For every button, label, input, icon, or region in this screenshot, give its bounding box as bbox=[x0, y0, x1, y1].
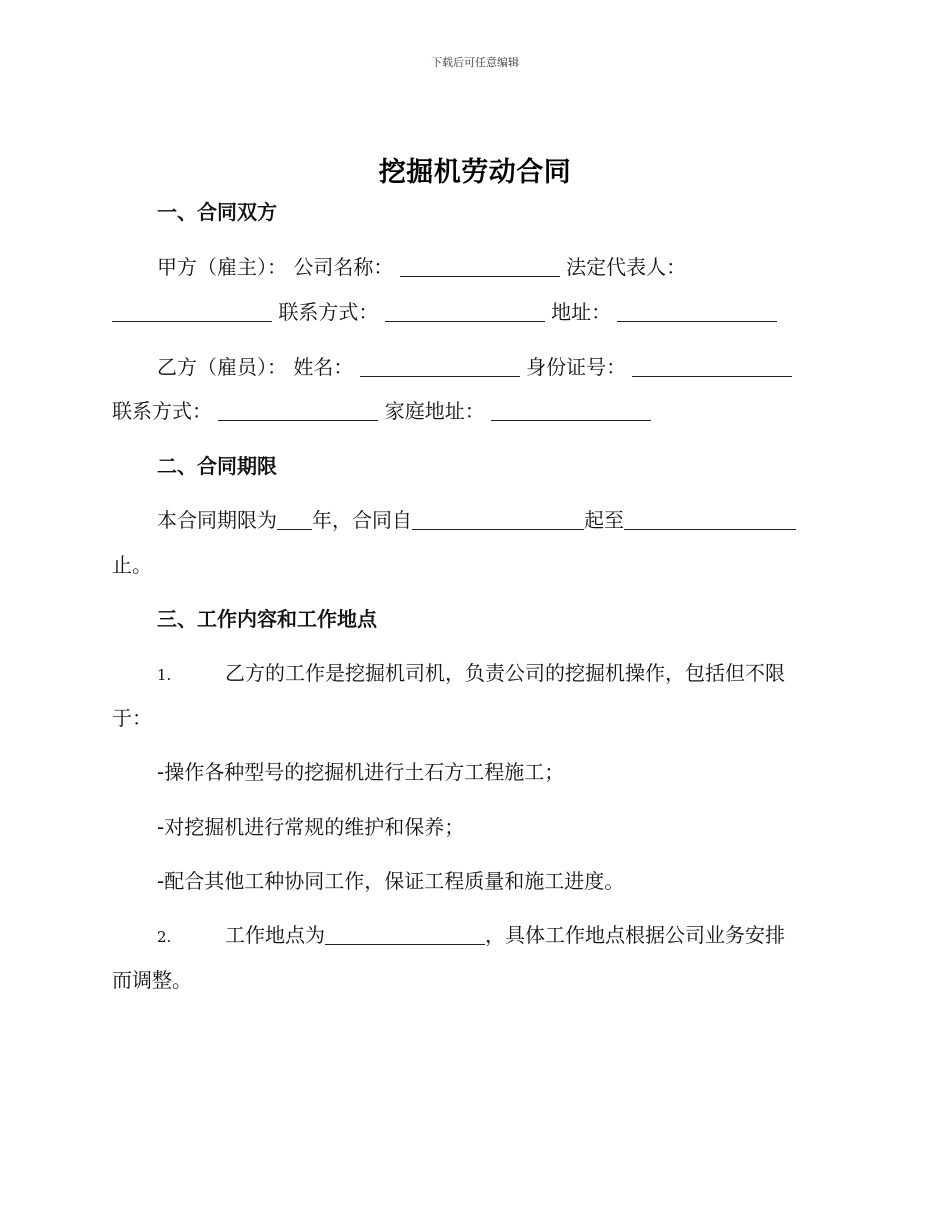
duty-bullet-3: -配合其他工种协同工作，保证工程质量和施工进度。 bbox=[157, 869, 625, 893]
home-address-label: 家庭地址： bbox=[384, 399, 485, 423]
duty-bullet-2: -对挖掘机进行常规的维护和保养； bbox=[157, 815, 465, 839]
section-heading-work: 三、工作内容和工作地点 bbox=[157, 607, 377, 631]
home-address-blank[interactable] bbox=[491, 401, 651, 421]
section-heading-parties: 一、合同双方 bbox=[157, 200, 277, 224]
contact-blank[interactable] bbox=[385, 302, 545, 322]
page-title: 挖掘机劳动合同 bbox=[378, 157, 572, 188]
work-item-1-cont: 于： bbox=[112, 706, 152, 730]
work-item-1 bbox=[157, 660, 847, 688]
item-2-text-a: 工作地点为 bbox=[225, 923, 325, 947]
legal-rep-blank[interactable] bbox=[112, 302, 272, 322]
b-contact-blank[interactable] bbox=[218, 401, 378, 421]
term-line-2: 止。 bbox=[112, 553, 152, 577]
company-name-label: 公司名称： bbox=[293, 255, 394, 279]
item-1-number: 1. bbox=[157, 666, 172, 684]
term-line bbox=[157, 507, 847, 533]
term-text-c: 起至 bbox=[584, 508, 624, 532]
work-item-2-cont: 而调整。 bbox=[112, 968, 192, 992]
address-blank[interactable] bbox=[617, 302, 777, 322]
term-text-b: 年，合同自 bbox=[312, 508, 412, 532]
header-note: 下载后可任意编辑 bbox=[431, 56, 519, 69]
section-heading-term: 二、合同期限 bbox=[157, 454, 277, 478]
years-blank[interactable] bbox=[277, 510, 312, 530]
contact-label: 联系方式： bbox=[278, 300, 379, 324]
term-text-a: 本合同期限为 bbox=[157, 508, 277, 532]
id-number-blank[interactable] bbox=[632, 357, 792, 377]
name-label: 姓名： bbox=[293, 355, 354, 379]
name-blank[interactable] bbox=[360, 357, 520, 377]
party-a-label: 甲方（雇主）： bbox=[157, 255, 287, 279]
item-1-text: 乙方的工作是挖掘机司机，负责公司的挖掘机操作，包括但不限 bbox=[225, 661, 785, 685]
work-location-blank[interactable] bbox=[325, 925, 485, 945]
company-name-blank[interactable] bbox=[400, 257, 560, 277]
party-b-line bbox=[157, 354, 847, 380]
id-number-label: 身份证号： bbox=[526, 355, 627, 379]
address-label: 地址： bbox=[551, 300, 612, 324]
end-date-blank[interactable] bbox=[624, 510, 796, 530]
work-item-2 bbox=[157, 922, 847, 950]
item-2-number: 2. bbox=[157, 928, 172, 946]
item-2-text-b: ，具体工作地点根据公司业务安排 bbox=[485, 923, 785, 947]
party-a-line-2 bbox=[112, 299, 842, 325]
party-a-line bbox=[157, 254, 847, 280]
party-b-label: 乙方（雇员）： bbox=[157, 355, 287, 379]
duty-bullet-1: -操作各种型号的挖掘机进行土石方工程施工； bbox=[157, 760, 565, 784]
start-date-blank[interactable] bbox=[412, 510, 584, 530]
party-b-line-2 bbox=[112, 398, 842, 424]
legal-rep-label: 法定代表人： bbox=[566, 255, 687, 279]
b-contact-label: 联系方式： bbox=[112, 399, 212, 423]
